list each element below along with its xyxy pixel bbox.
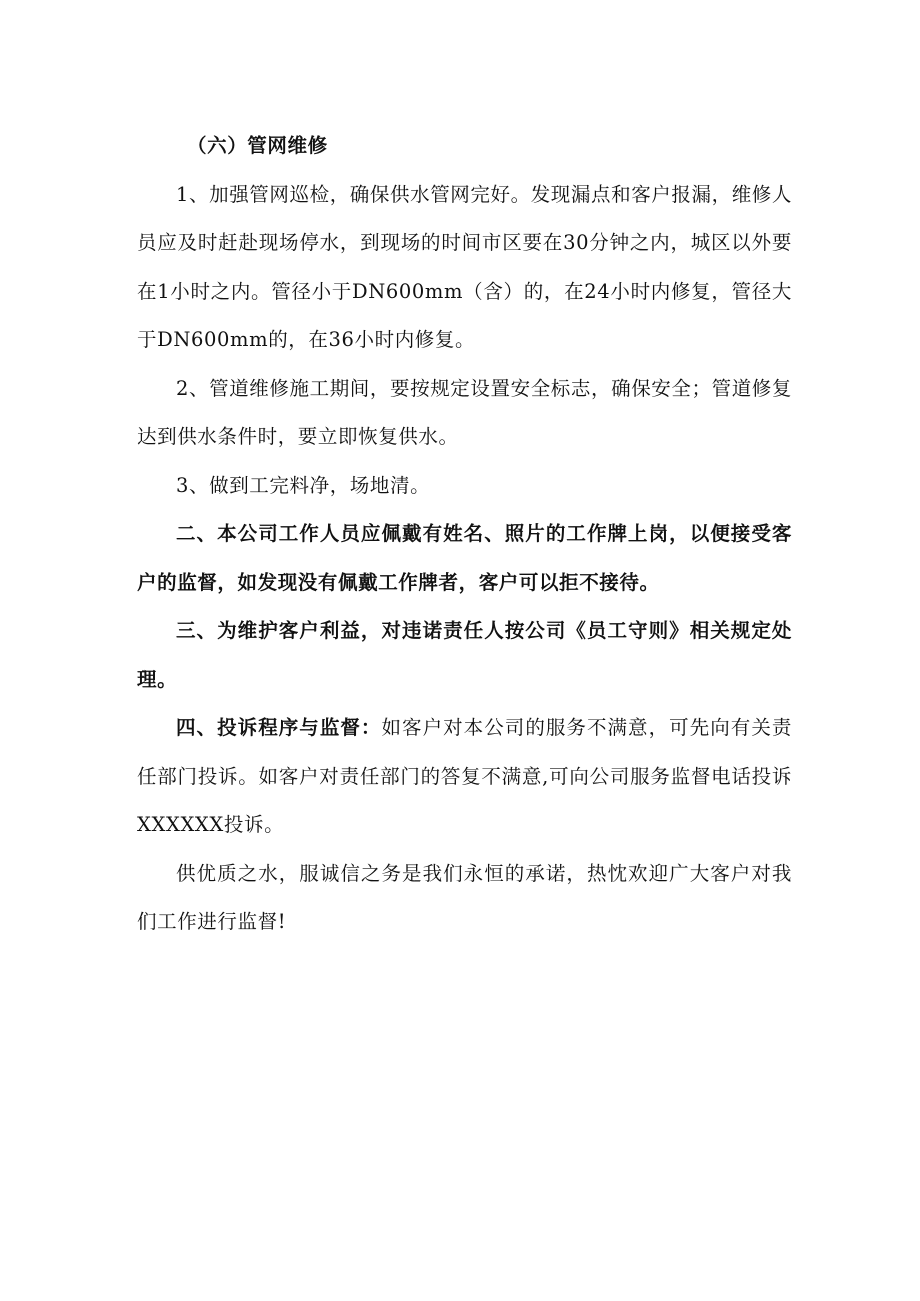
paragraph-customer-interests: 三、为维护客户利益，对违诺责任人按公司《员工守则》相关规定处理。 (137, 619, 792, 691)
paragraph-construction-safety: 2、管道维修施工期间，要按规定设置安全标志，确保安全；管道修复达到供水条件时，要立即恢复供水。 (137, 376, 793, 448)
paragraph-site-cleanup: 3、做到工完料净，场地清。 (176, 473, 431, 497)
section-heading: （六）管网维修 (187, 134, 328, 157)
paragraph-closing-pledge: 供优质之水，服诚信之务是我们永恒的承诺，热忱欢迎广大客户对我们工作进行监督! (137, 861, 792, 933)
document-body (137, 122, 792, 947)
complaint-text: 如客户对本公司的服务不满意，可先向有关责任部门投诉。如客户对责任部门的答复不满意,可向公司服务监督电话投诉XXXXXX投诉。 (137, 716, 792, 836)
paragraph-work-badge: 二、本公司工作人员应佩戴有姓名、照片的工作牌上岗，以便接受客户的监督，如发现没有佩戴工作牌者，客户可以拒不接待。 (137, 522, 792, 594)
complaint-heading: 四、投诉程序与监督： (176, 716, 382, 739)
paragraph-pipe-inspection: 1、加强管网巡检，确保供水管网完好。发现漏点和客户报漏，维修人员应及时赶赴现场停水，到现场的时间市区要在30分钟之内，城区以外要在1小时之内。管径小于DN600mm（含）的，在24小时内修复，管径大于DN600mm的，在36小时内修复。 (137, 182, 793, 351)
paragraph-complaint-procedure (137, 704, 792, 850)
